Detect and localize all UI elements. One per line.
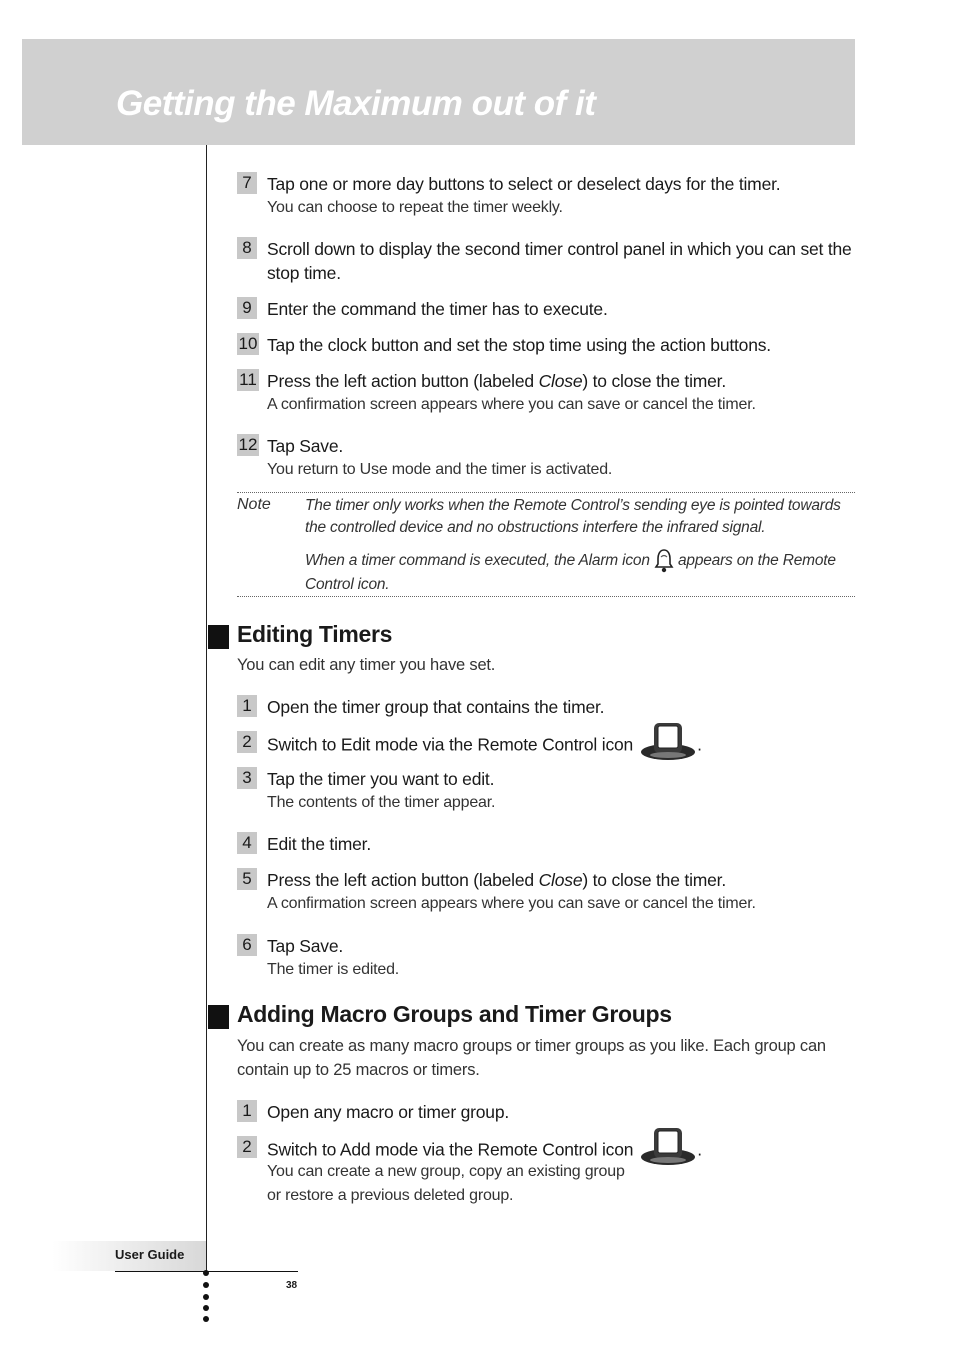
section-intro: You can create as many macro groups or timer groups as you like. Each group can contain up to 25 macros or timers. — [237, 1037, 826, 1079]
note-label: Note — [237, 496, 271, 513]
step-subtext: The contents of the timer appear. — [267, 794, 496, 811]
step-text — [267, 731, 857, 761]
step-text: Open any macro or timer group. — [267, 1102, 510, 1122]
footer-dot — [203, 1270, 209, 1276]
section-title-editing: Editing Timers — [237, 621, 393, 647]
step-text: Open the timer group that contains the timer. — [267, 697, 605, 717]
section-title-adding: Adding Macro Groups and Timer Groups — [237, 1001, 672, 1027]
step-number: 1 — [237, 695, 257, 717]
note-paragraph-1: The timer only works when the Remote Control’s sending eye is pointed towards the controlled device and no obstructions interfere the infrared signal. — [305, 497, 841, 536]
step-text-post: ) to close the timer. — [582, 371, 726, 391]
add-step-1 — [237, 1100, 857, 1124]
step-text: Tap one or more day buttons to select or deselect days for the timer. — [267, 174, 781, 194]
step-text-pre: Press the left action button (labeled — [267, 870, 539, 890]
step-text-after: . — [697, 1139, 702, 1160]
step-subtext: You can choose to repeat the timer weekly. — [267, 199, 563, 216]
step-number: 11 — [237, 369, 259, 391]
edit-step-1 — [237, 695, 857, 719]
section-marker — [208, 625, 229, 649]
footer-dot — [203, 1305, 209, 1311]
step-subtext: The timer is edited. — [267, 961, 400, 978]
step-text: Tap Save. — [267, 436, 344, 456]
step-text: Enter the command the timer has to execute. — [267, 299, 608, 319]
step-number: 3 — [237, 767, 257, 789]
step-number: 8 — [237, 237, 257, 259]
step-8 — [237, 237, 857, 285]
edit-step-4 — [237, 832, 857, 856]
note-box — [237, 492, 855, 597]
step-text-em: Close — [538, 371, 583, 391]
step-text: Tap the timer you want to edit. — [267, 769, 495, 789]
step-text-after: . — [697, 734, 702, 755]
step-text-pre: Press the left action button (labeled — [267, 371, 539, 391]
step-number: 6 — [237, 934, 257, 956]
edit-step-3 — [237, 767, 857, 815]
footer-label: User Guide — [115, 1247, 185, 1262]
step-7 — [237, 172, 857, 220]
alarm-bell-icon — [654, 548, 674, 574]
remote-control-icon[interactable] — [639, 719, 697, 761]
step-number: 7 — [237, 172, 257, 194]
step-text — [267, 369, 857, 393]
page-title: Getting the Maximum out of it — [116, 84, 596, 123]
step-text-post: ) to close the timer. — [582, 870, 726, 890]
edit-step-6 — [237, 934, 857, 982]
section-marker — [208, 1005, 229, 1029]
step-number: 1 — [237, 1100, 257, 1122]
margin-rule — [206, 145, 207, 1273]
step-subtext: You can create a new group, copy an existing group — [267, 1163, 625, 1180]
step-11 — [237, 369, 857, 417]
page-number: 38 — [286, 1280, 298, 1291]
step-text-main: Switch to Add mode via the Remote Control icon — [267, 1139, 634, 1160]
step-text-em: Close — [538, 870, 583, 890]
step-number: 12 — [238, 435, 258, 454]
step-number: 2 — [237, 1136, 257, 1158]
step-text-main: Switch to Edit mode via the Remote Control icon — [267, 734, 634, 755]
step-10 — [237, 333, 857, 357]
step-9 — [237, 297, 857, 321]
edit-step-2 — [237, 731, 857, 761]
remote-control-icon[interactable] — [639, 1124, 697, 1166]
note-paragraph-2 — [305, 548, 850, 596]
step-number: 9 — [237, 297, 257, 319]
step-text — [267, 868, 857, 892]
footer-dot — [203, 1316, 209, 1322]
step-subtext: or restore a previous deleted group. — [267, 1187, 514, 1204]
step-12 — [237, 434, 857, 482]
step-text: Scroll down to display the second timer control panel in which you can set the stop time. — [267, 239, 852, 283]
step-subtext: You return to Use mode and the timer is activated. — [267, 461, 613, 478]
step-subtext: A confirmation screen appears where you can save or cancel the timer. — [267, 396, 756, 413]
step-number: 10 — [238, 334, 258, 353]
edit-step-5 — [237, 868, 857, 916]
note-text-post: appears on the Remote Control icon. — [305, 552, 836, 593]
step-number: 4 — [237, 832, 257, 854]
step-text: Tap the clock button and set the stop time using the action buttons. — [267, 335, 771, 355]
footer-dot — [203, 1282, 209, 1288]
add-step-2 — [237, 1136, 857, 1208]
footer-dot — [203, 1294, 209, 1300]
step-text: Tap Save. — [267, 936, 344, 956]
section-intro: You can edit any timer you have set. — [237, 656, 496, 674]
step-subtext: A confirmation screen appears where you can save or cancel the timer. — [267, 895, 756, 912]
step-number: 5 — [237, 868, 257, 890]
note-text-pre: When a timer command is executed, the Alarm icon — [305, 552, 650, 570]
step-number: 2 — [237, 731, 257, 753]
step-text: Edit the timer. — [267, 834, 371, 854]
